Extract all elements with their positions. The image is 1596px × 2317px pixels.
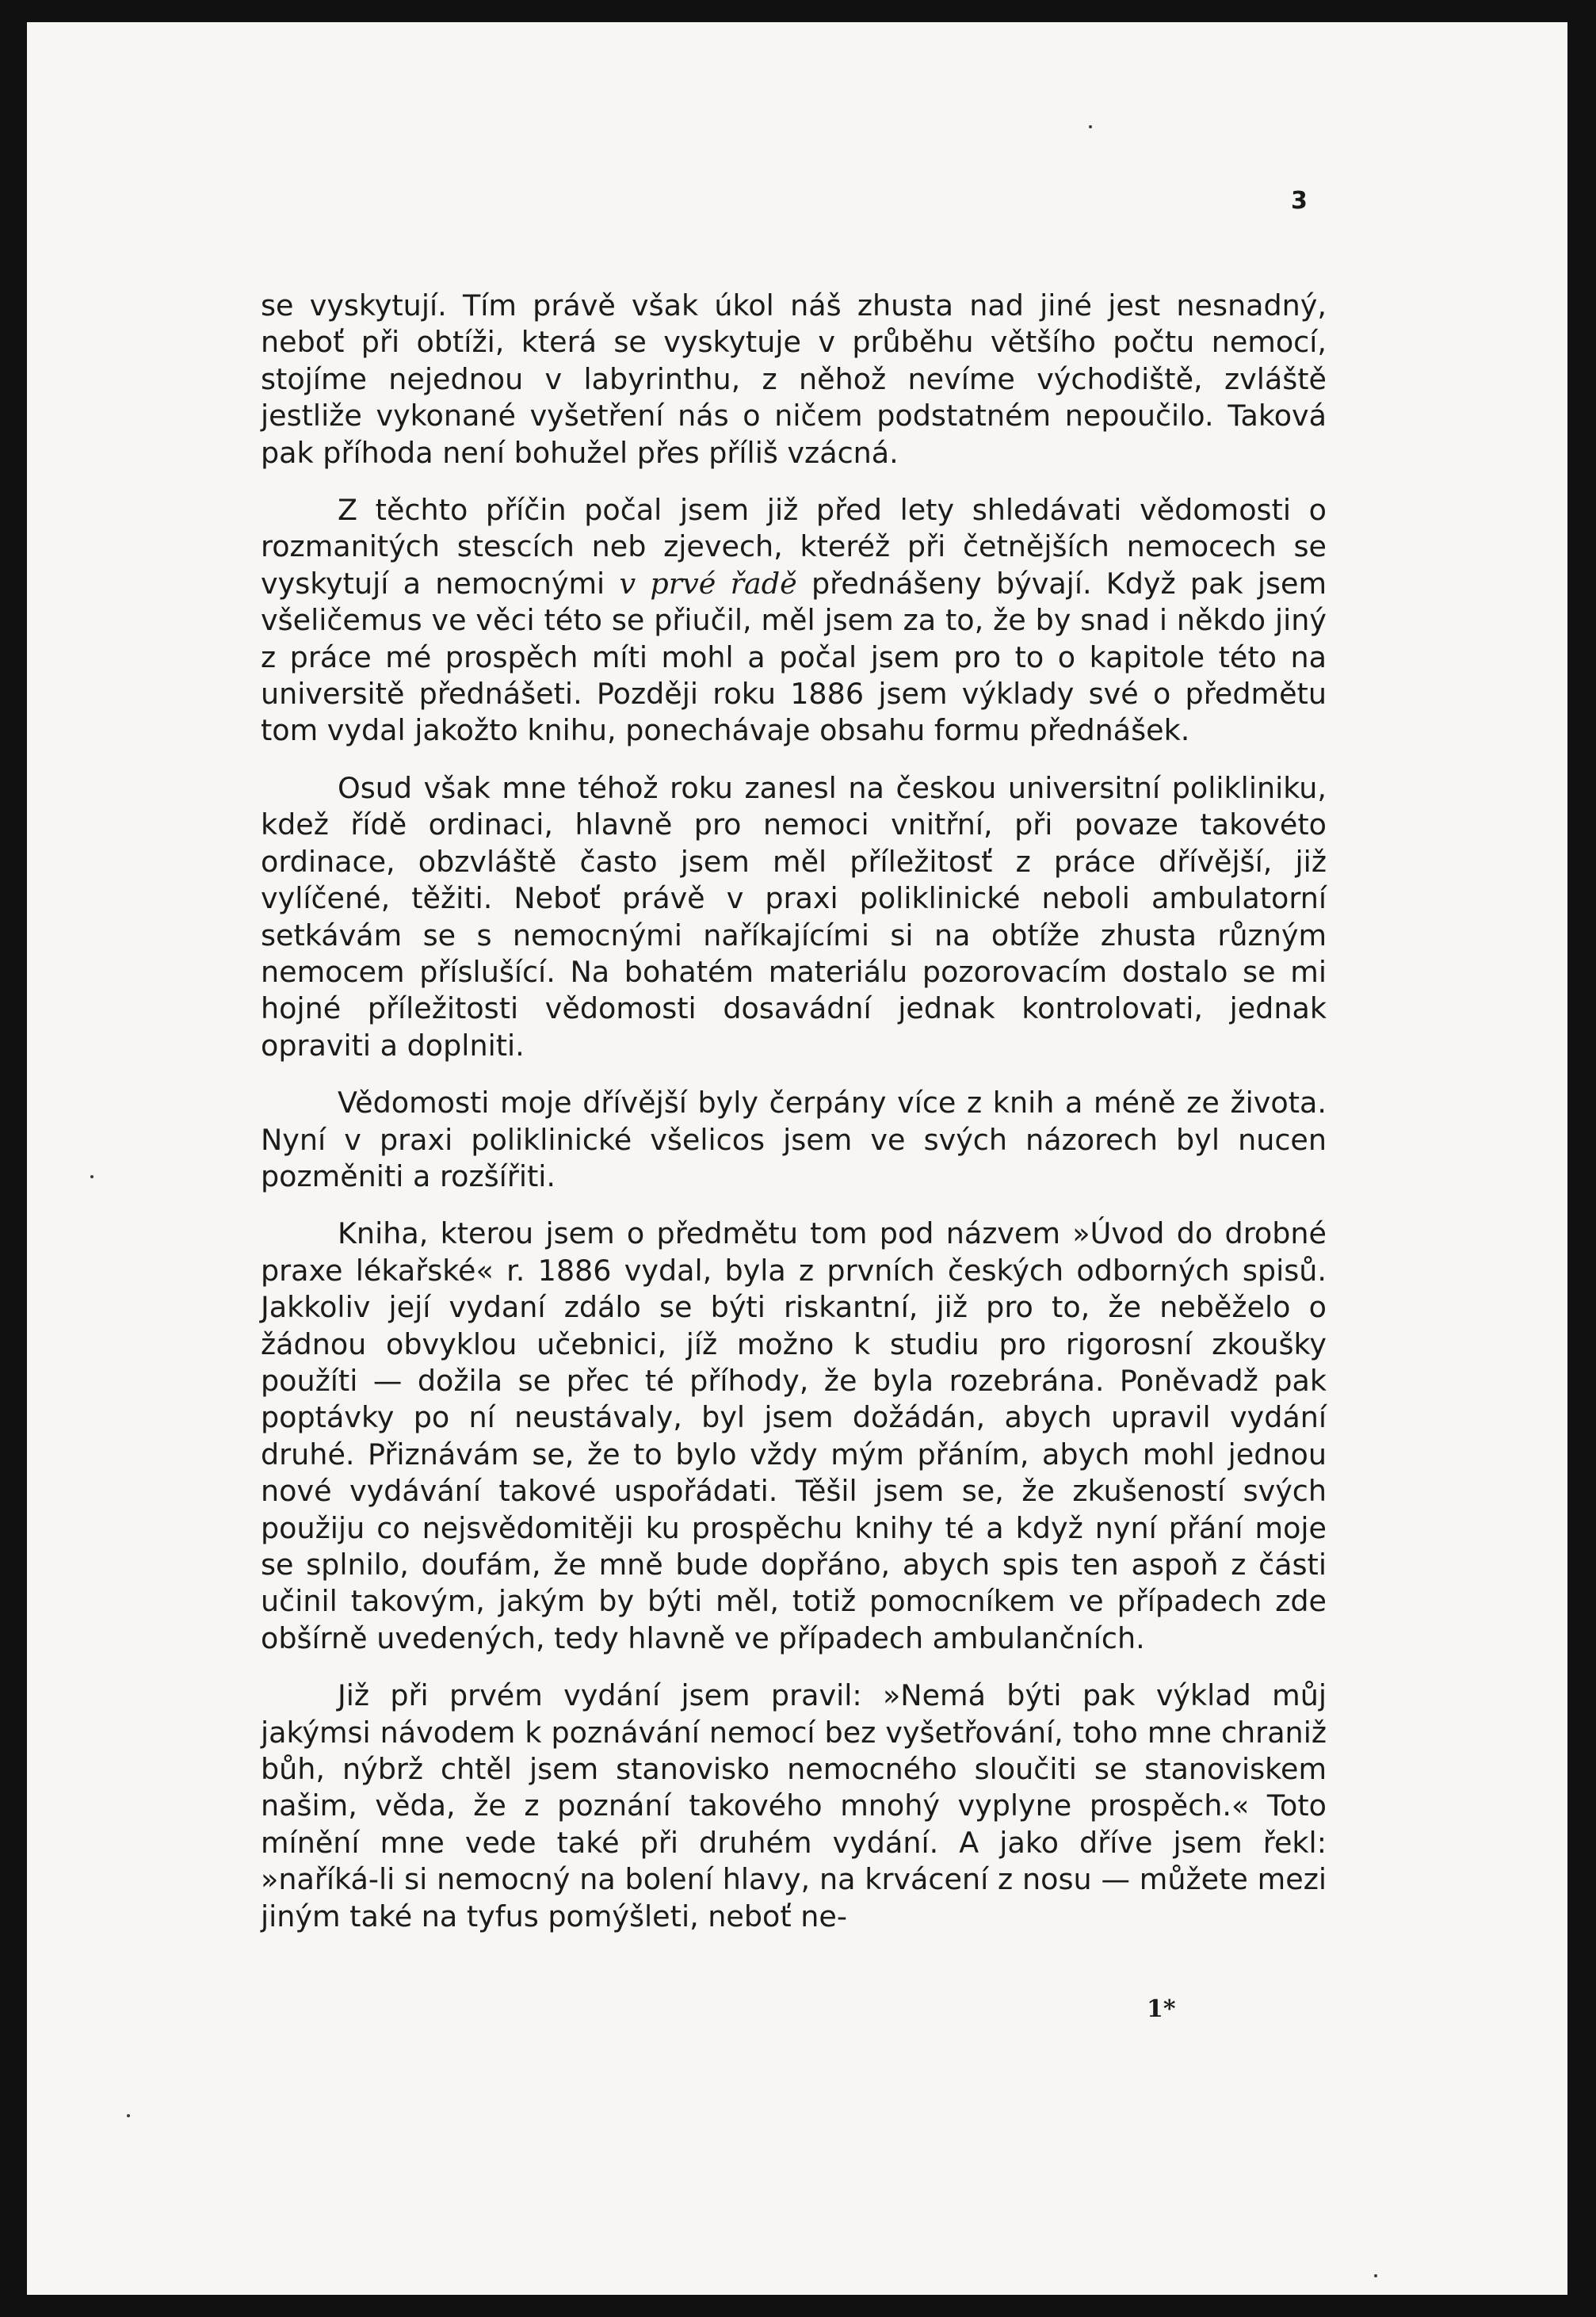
paragraph-3: Osud však mne téhož roku zanesl na českou universitní polikliniku, kdež řídě ordinaci, hlavně pro nemoci vnitřní, při povaze takovéto ordinace, obzvláště často jsem měl příležitosť z práce dřívější, již vylíčené, těžiti. Neboť právě v praxi poliklinické neboli ambulatorní setkávám se s nemocnými naříkajícími si na obtíže zhusta různým nemocem příslušící. Na bohatém materiálu pozorovacím dostalo se mi hojné příležitosti vědomosti dosavádní jednak kontrolovati, jednak opraviti a doplniti.	[261, 770, 1327, 1063]
paragraph-5: Kniha, kterou jsem o předmětu tom pod názvem »Úvod do drobné praxe lékařské« r. 1886 vydal, byla z prvních českých odborných spisů. Jakkoliv její vydaní zdálo se býti riskantní, již pro to, že neběželo o žádnou obvyklou učebnici, jíž možno k studiu pro rigorosní zkoušky použíti — dožila se přec té příhody, že byla rozebrána. Poněvadž pak poptávky po ní neustávaly, byl jsem dožádán, abych upravil vydání druhé. Přiznávám se, že to bylo vždy mým přáním, abych mohl jednou nové vydávání takové uspořádati. Těšil jsem se, že zkušeností svých použiju co nejsvědomitěji ku prospěchu knihy té a když nyní přání moje se splnilo, doufám, že mně bude dopřáno, abych spis ten aspoň z části učinil takovým, jakým by býti měl, totiž pomocníkem ve případech zde obšírně uvedených, tedy hlavně ve případech ambulančních.	[261, 1216, 1327, 1655]
speck-mark	[90, 1175, 94, 1178]
body-text	[261, 288, 1327, 1956]
speck-mark	[1089, 125, 1092, 128]
speck-mark	[1374, 2274, 1377, 2277]
paragraph-6: Již při prvém vydání jsem pravil: »Nemá býti pak výklad můj jakýmsi návodem k poznávání nemocí bez vyšetřování, toho mne chraniž bůh, nýbrž chtěl jsem stanovisko nemocného sloučiti se stanoviskem našim, věda, že z poznání takového mnohý vyplyne prospěch.« Toto mínění mne vede také při druhém vydání. A jako dříve jsem řekl: »naříká-li si nemocný na bolení hlavy, na krvácení z nosu — můžete mezi jiným také na tyfus pomýšleti, neboť ne-	[261, 1678, 1327, 1933]
paragraph-2-emphasis: v prvé řadě	[619, 566, 797, 601]
paragraph-4: Vědomosti moje dřívější byly čerpány více z knih a méně ze života. Nyní v praxi poliklinické všelicos jsem ve svých názorech byl nucen pozměniti a rozšířiti.	[261, 1086, 1327, 1193]
paragraph-2-end: přednášeny bývají. Když pak jsem všeličemus ve věci této se přiučil, měl jsem za to, že by snad i někdo jiný z práce mé prospěch míti mohl a počal jsem pro to o kapitole této na universitě přednášeti. Později roku 1886 jsem výklady své o předmětu tom vydal jakožto knihu, ponechávaje obsahu formu přednášek.	[261, 566, 1327, 748]
page-number: 3	[1291, 187, 1308, 215]
paragraph-2-start: Z těchto příčin počal jsem již před lety shledávati vědomosti o rozmanitých stescích neb zjevech, kteréž při četnějších nemocech se vyskytují a nemocnými	[261, 493, 1327, 601]
paragraph-1: se vyskytují. Tím právě však úkol náš zhusta nad jiné jest nesnadný, neboť při obtíži, která se vyskytuje v průběhu většího počtu nemocí, stojíme nejednou v labyrinthu, z něhož nevíme východiště, zvláště jestliže vykonané vyšetření nás o ničem podstatném nepoučilo. Taková pak příhoda není bohužel přes příliš vzácná.	[261, 288, 1327, 470]
book-page	[27, 22, 1567, 2295]
paragraph-2	[261, 492, 1327, 750]
signature-mark: 1*	[1147, 1995, 1176, 2023]
speck-mark	[127, 2114, 130, 2117]
